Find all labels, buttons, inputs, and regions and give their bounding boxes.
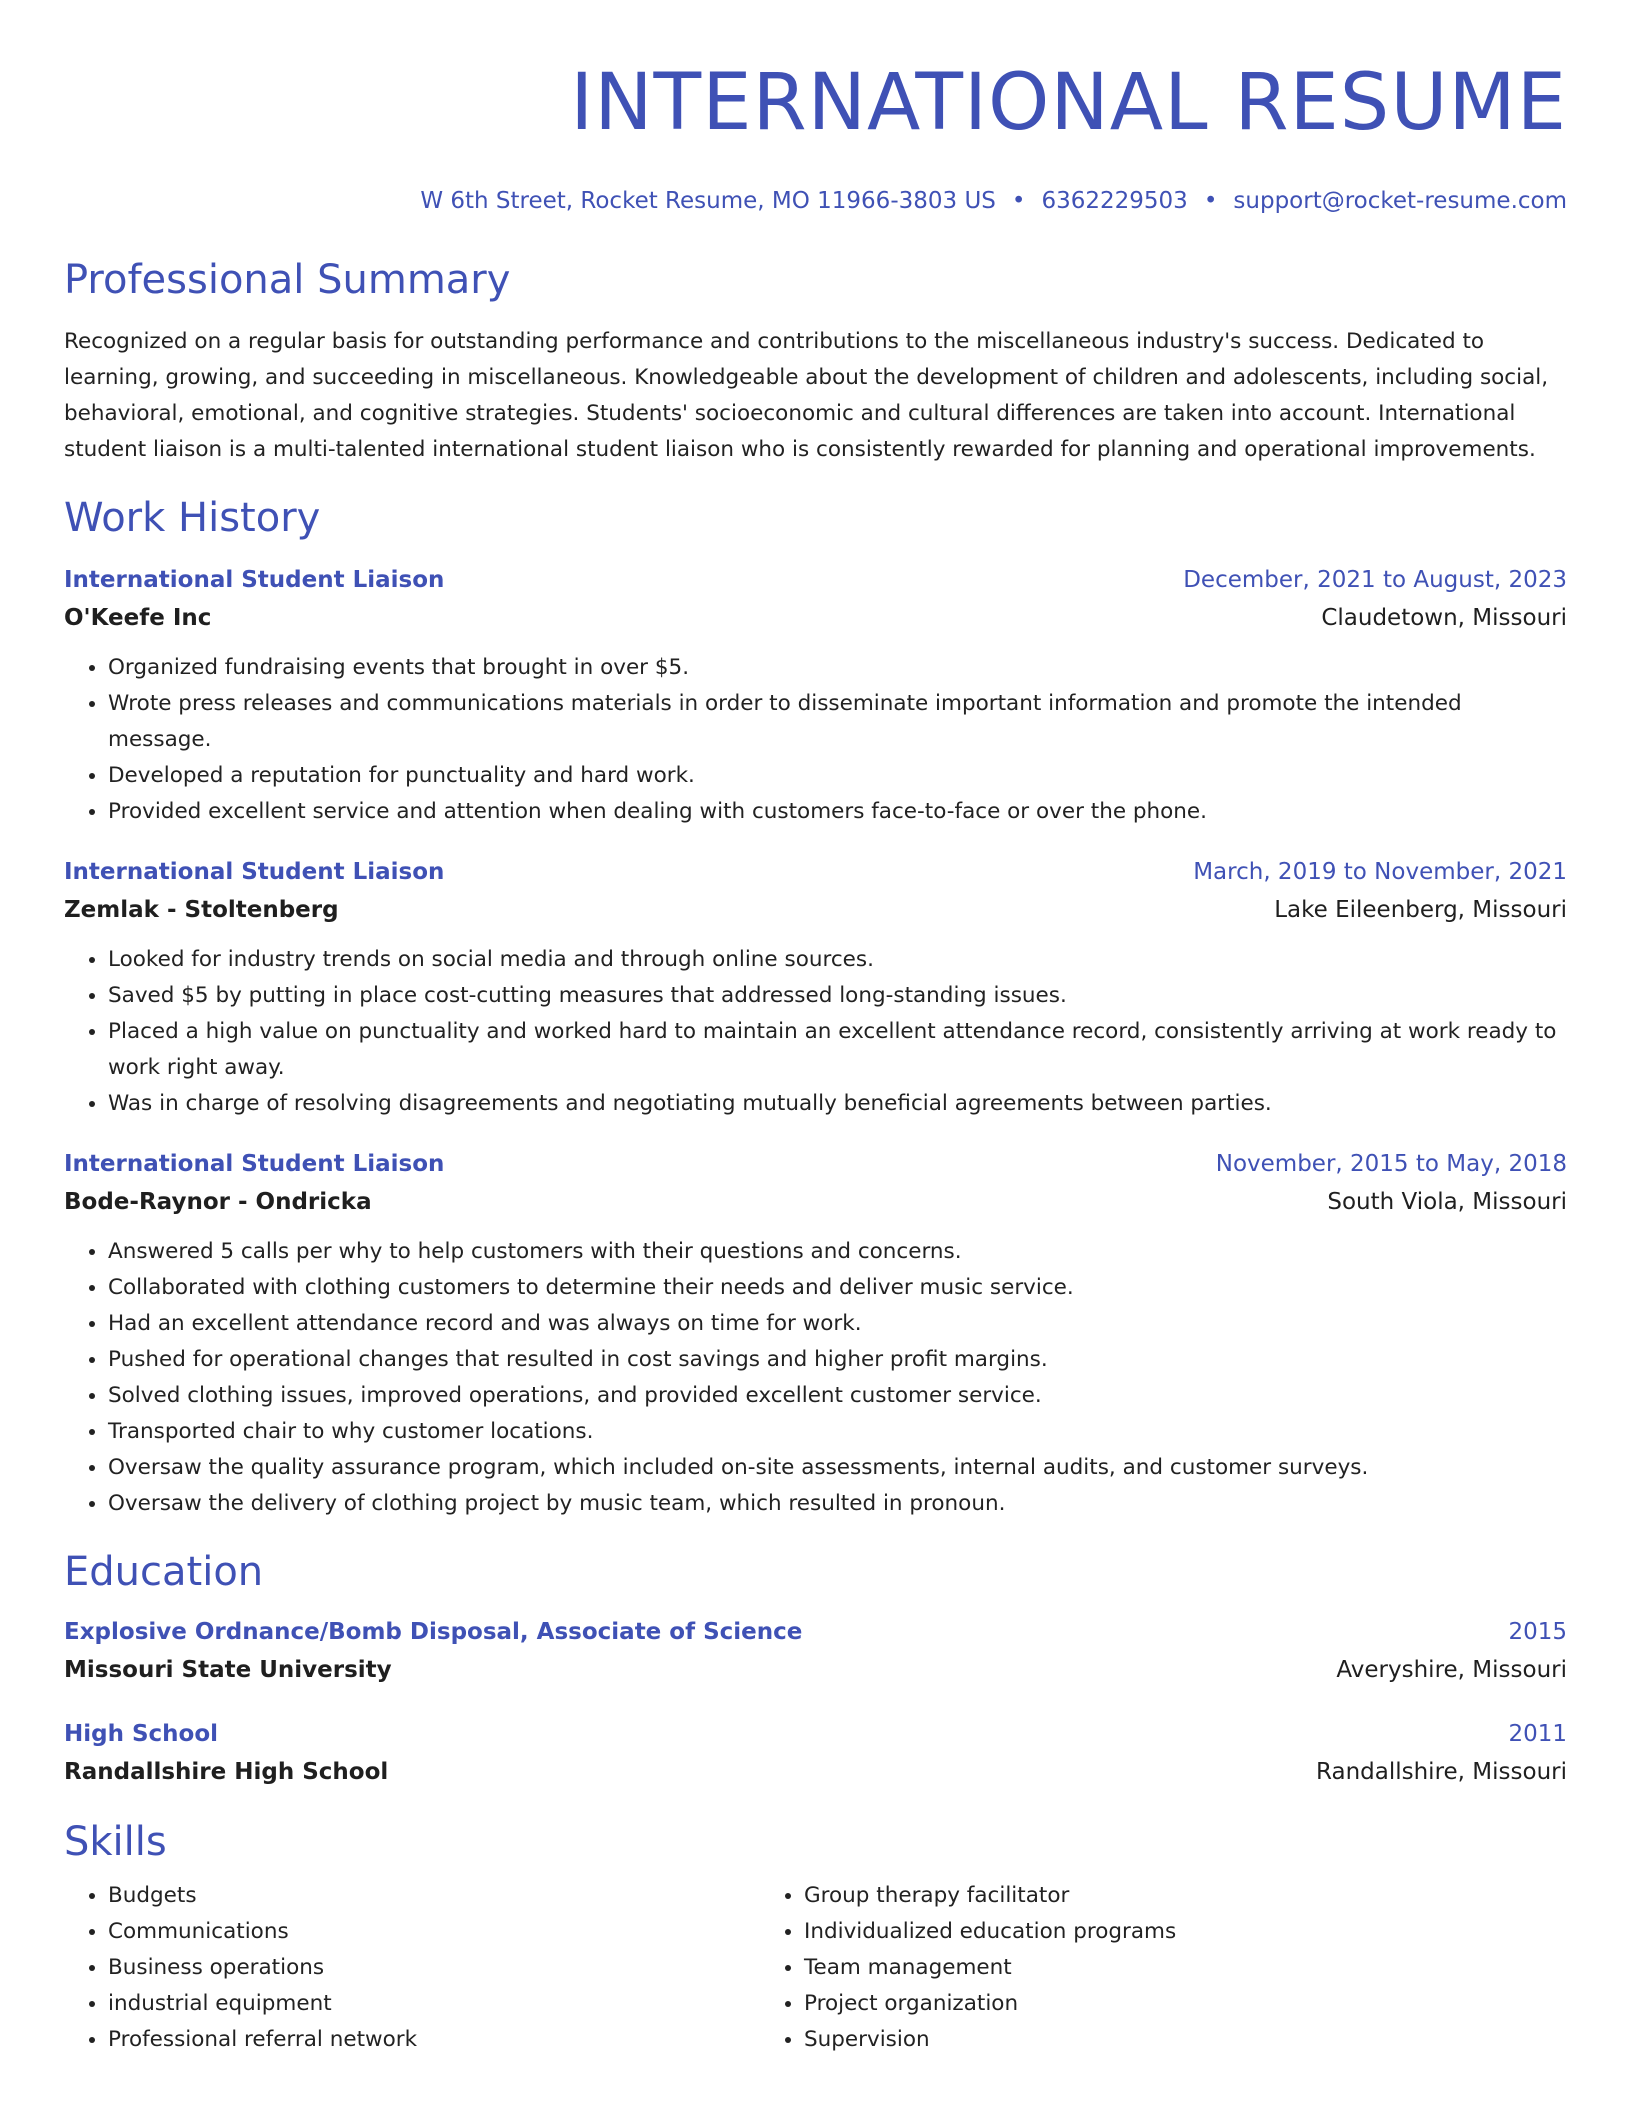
job-bullet: • Collaborated with clothing customers to determine their needs and deliver music service.: [108, 1270, 1567, 1306]
job-bullets: [64, 1234, 1567, 1522]
job-bullet: • Wrote press releases and communications materials in order to disseminate important information and promote the intended message.: [108, 686, 1567, 758]
job-dates: March, 2019 to November, 2021: [1193, 859, 1567, 885]
job-bullet: • Organized fundraising events that brought in over $5.: [108, 650, 1567, 686]
skill-item: • industrial equipment: [108, 1986, 760, 2022]
summary-heading: Professional Summary: [64, 257, 511, 303]
job-entry: [64, 562, 1567, 830]
education-location: Averyshire, Missouri: [1336, 1657, 1567, 1683]
skill-item: • Communications: [108, 1914, 760, 1950]
skills-column-left: [64, 1878, 760, 2058]
job-location: Claudetown, Missouri: [1321, 605, 1567, 631]
job-bullet: • Saved $5 by putting in place cost-cutting measures that addressed long-standing issues.: [108, 978, 1567, 1014]
job-role: International Student Liaison: [64, 567, 445, 593]
job-bullet: • Oversaw the quality assurance program, which included on-site assessments, internal audits, and customer surveys.: [108, 1450, 1567, 1486]
skills-list: [64, 1878, 1567, 2058]
skill-item: • Budgets: [108, 1878, 760, 1914]
contact-address: W 6th Street, Rocket Resume, MO 11966-3803 US: [420, 188, 996, 214]
job-bullet: • Pushed for operational changes that resulted in cost savings and higher profit margins.: [108, 1342, 1567, 1378]
contact-phone: 6362229503: [1041, 188, 1188, 214]
job-bullet: • Answered 5 calls per why to help customers with their questions and concerns.: [108, 1234, 1567, 1270]
job-bullet: • Had an excellent attendance record and was always on time for work.: [108, 1306, 1567, 1342]
job-bullet: • Provided excellent service and attention when dealing with customers face-to-face or over the phone.: [108, 794, 1567, 830]
skill-item: • Supervision: [804, 2022, 1500, 2058]
work-history-heading: Work History: [64, 495, 321, 541]
skill-item: • Business operations: [108, 1950, 760, 1986]
job-bullet: • Transported chair to why customer locations.: [108, 1414, 1567, 1450]
contact-email[interactable]: support@rocket-resume.com: [1233, 188, 1567, 214]
job-bullets: [64, 942, 1567, 1122]
job-dates: December, 2021 to August, 2023: [1183, 567, 1567, 593]
education-heading: Education: [64, 1549, 264, 1595]
job-role: International Student Liaison: [64, 1151, 445, 1177]
job-bullet: • Placed a high value on punctuality and worked hard to maintain an excellent attendance record, consistently arriving at work ready to work right away.: [108, 1014, 1567, 1086]
job-entry: [64, 854, 1567, 1122]
job-bullet: • Looked for industry trends on social media and through online sources.: [108, 942, 1567, 978]
job-company: Zemlak - Stoltenberg: [64, 897, 339, 923]
contact-separator: •: [1203, 188, 1218, 214]
summary-text: Recognized on a regular basis for outstanding performance and contributions to the miscellaneous industry's success. Dedicated to learning, growing, and succeeding in miscellaneous. Knowledgeable about the development of children and adolescents, including social, behavioral, emotional, and cognitive strategies. Students' socioeconomic and cultural differences are taken into account. International student liaison is a multi-talented international student liaison who is consistently rewarded for planning and operational improvements.: [64, 329, 1549, 462]
education-degree: High School: [64, 1721, 219, 1747]
job-bullet: • Oversaw the delivery of clothing project by music team, which resulted in pronoun.: [108, 1486, 1567, 1522]
job-bullet: • Was in charge of resolving disagreements and negotiating mutually beneficial agreements between parties.: [108, 1086, 1567, 1122]
resume-title: INTERNATIONAL RESUME: [570, 58, 1567, 148]
job-entry: [64, 1146, 1567, 1522]
job-bullets: [64, 650, 1567, 830]
job-company: Bode-Raynor - Ondricka: [64, 1189, 372, 1215]
education-school: Missouri State University: [64, 1657, 392, 1683]
skill-item: • Project organization: [804, 1986, 1500, 2022]
job-company: O'Keefe Inc: [64, 605, 212, 631]
education-school: Randallshire High School: [64, 1759, 389, 1785]
job-dates: November, 2015 to May, 2018: [1215, 1151, 1567, 1177]
skills-column-right: [760, 1878, 1500, 2058]
skill-item: • Team management: [804, 1950, 1500, 1986]
job-location: South Viola, Missouri: [1327, 1189, 1567, 1215]
contact-line: [64, 186, 1567, 216]
job-role: International Student Liaison: [64, 859, 445, 885]
job-bullet: • Developed a reputation for punctuality and hard work.: [108, 758, 1567, 794]
skill-item: • Group therapy facilitator: [804, 1878, 1500, 1914]
contact-separator: •: [1011, 188, 1026, 214]
skill-item: • Professional referral network: [108, 2022, 760, 2058]
education-location: Randallshire, Missouri: [1316, 1759, 1567, 1785]
job-location: Lake Eileenberg, Missouri: [1274, 897, 1567, 923]
education-degree: Explosive Ordnance/Bomb Disposal, Associate of Science: [64, 1619, 803, 1645]
education-year: 2015: [1508, 1619, 1567, 1645]
skill-item: • Individualized education programs: [804, 1914, 1500, 1950]
education-entry: [64, 1716, 1567, 1792]
skills-heading: Skills: [64, 1819, 167, 1865]
education-entry: [64, 1614, 1567, 1690]
resume-page: [64, 0, 1567, 2058]
education-year: 2011: [1508, 1721, 1567, 1747]
job-bullet: • Solved clothing issues, improved operations, and provided excellent customer service.: [108, 1378, 1567, 1414]
